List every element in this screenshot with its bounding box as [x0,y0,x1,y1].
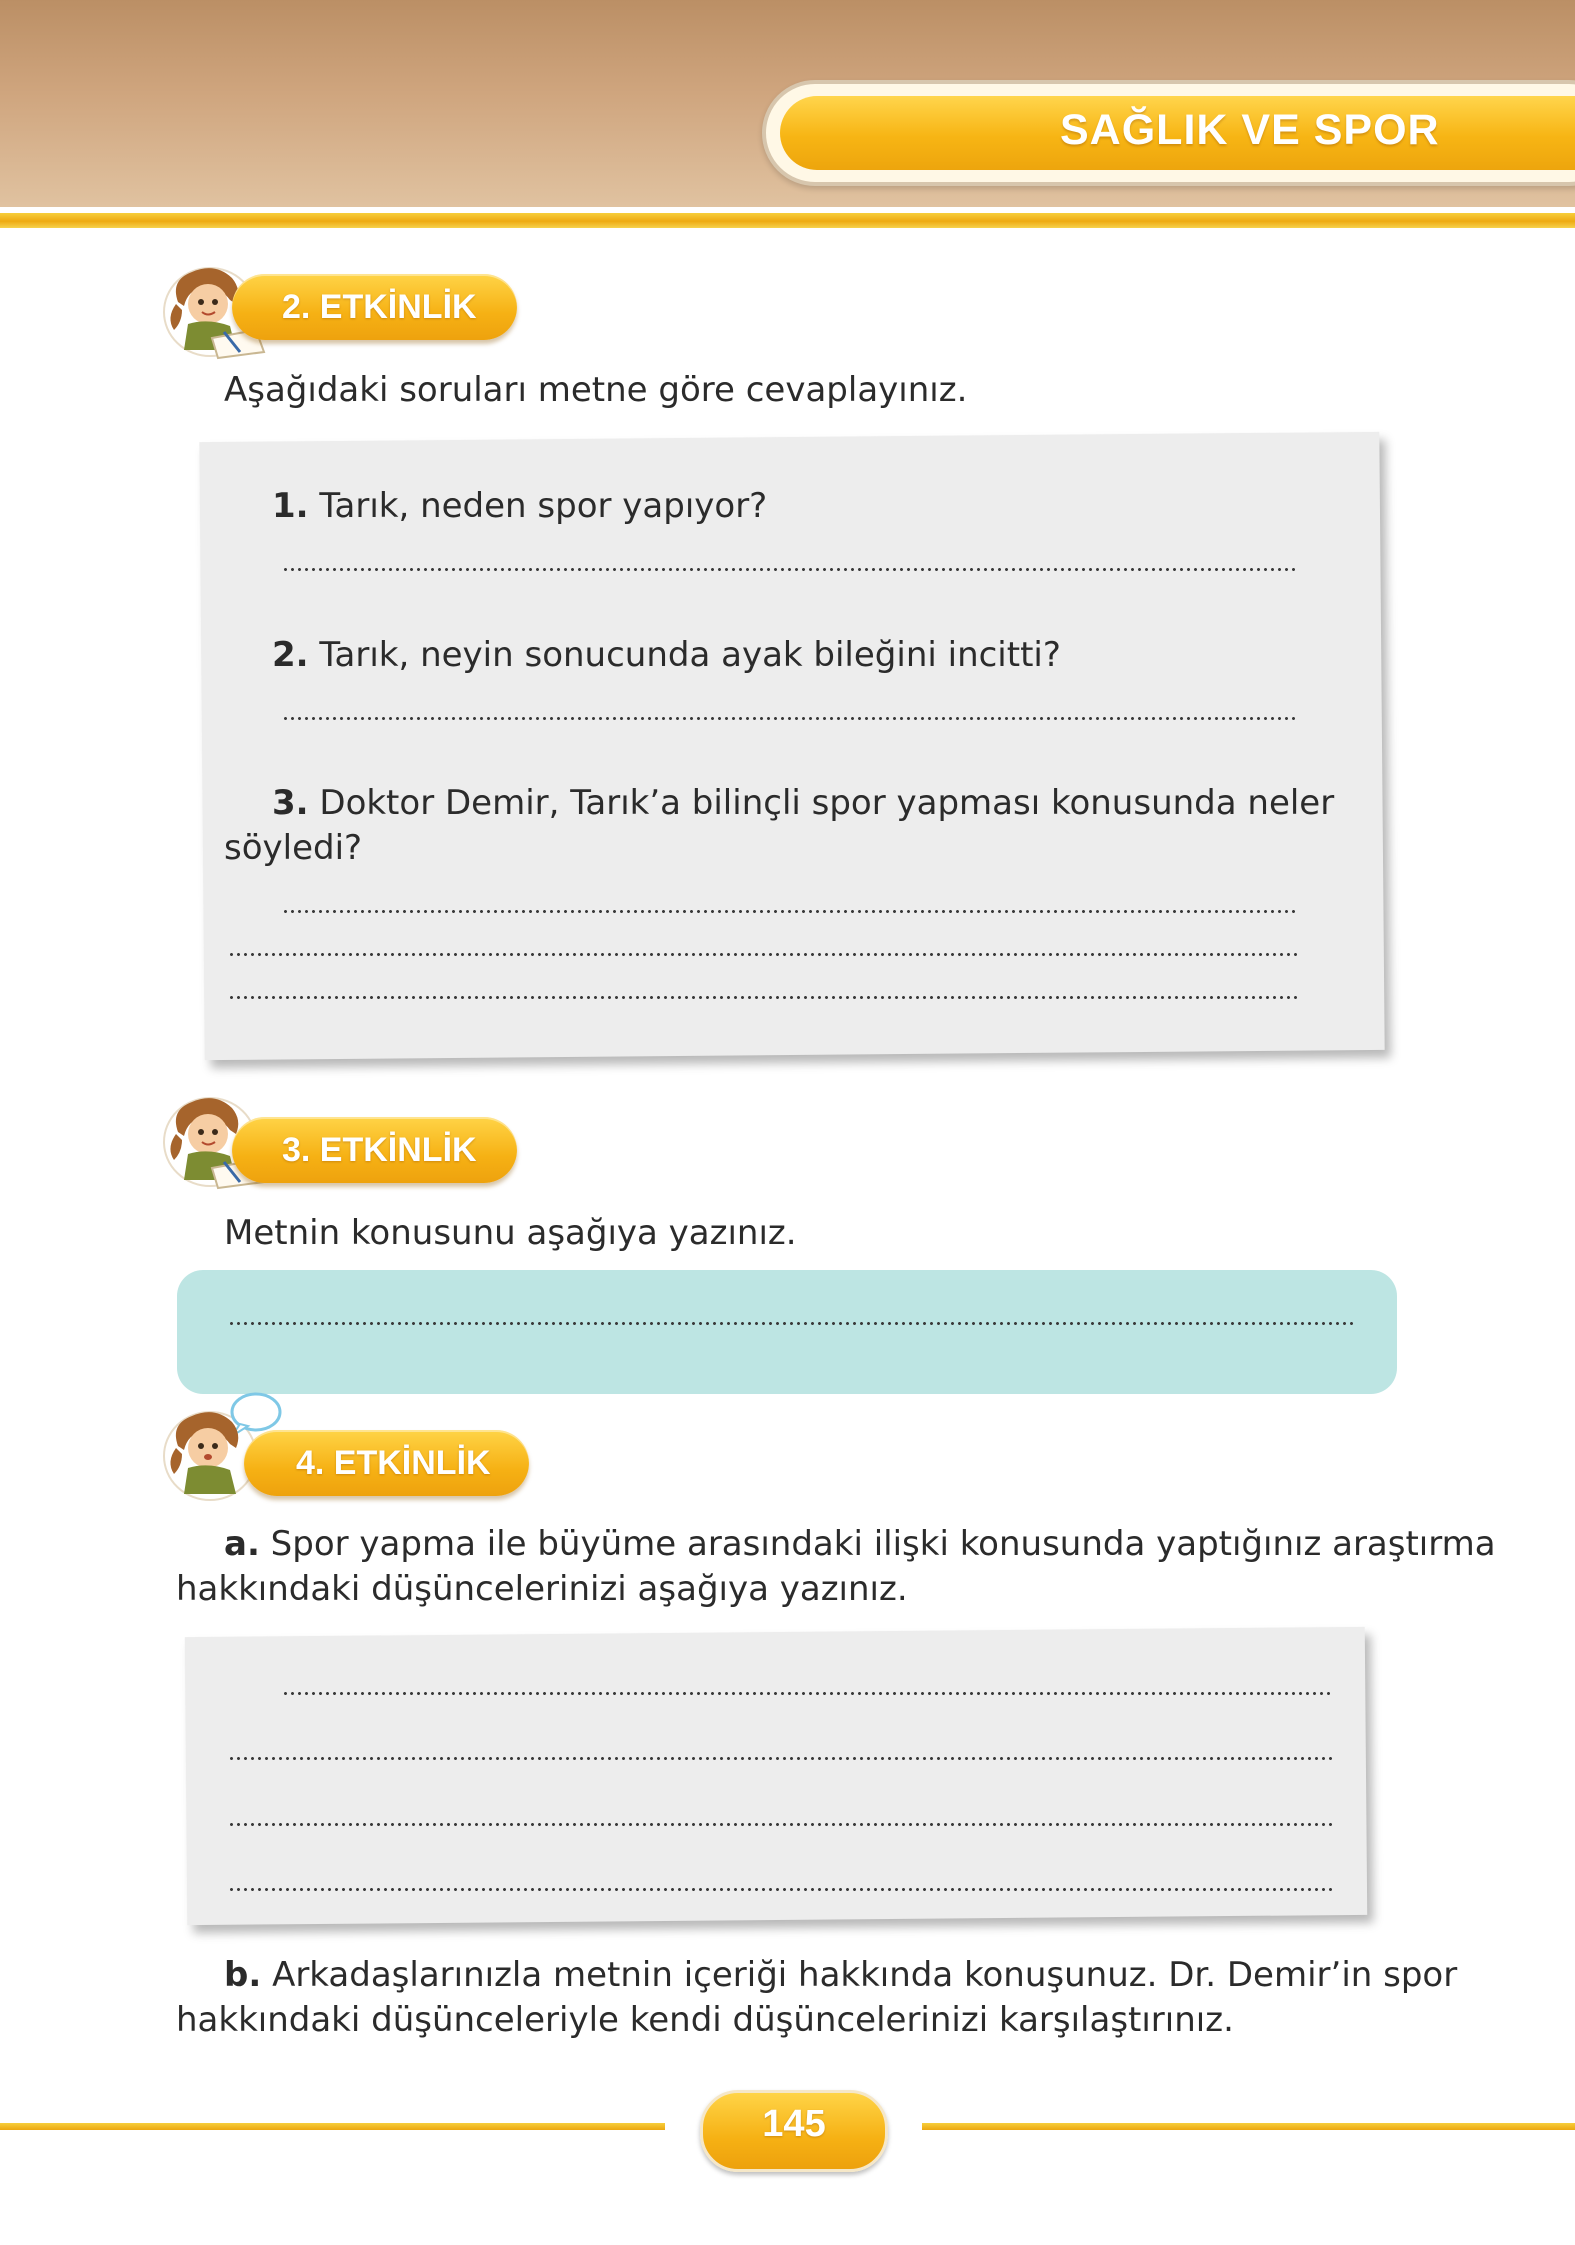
activity-3-title: 3. ETKİNLİK [282,1131,477,1169]
activity-4-title: 4. ETKİNLİK [296,1444,491,1482]
answer-line[interactable] [228,1888,1332,1891]
activity-2-title: 2. ETKİNLİK [282,288,477,326]
activity-4b-text: b. Arkadaşlarınızla metnin içeriği hakkında konuşunuz. Dr. Demir’in spor hakkındaki düşünceleriyle kendi düşüncelerinizi karşılaştırınız. [176,1955,1458,2040]
answer-line[interactable] [228,1823,1332,1826]
answer-box [177,1270,1397,1394]
activity-4a-text: a. Spor yapma ile büyüme arasındaki ilişki konusunda yaptığınız araştırma hakkındaki düşüncelerinizi aşağıya yazınız. [176,1524,1496,1609]
activity-2-instruction: Aşağıdaki soruları metne göre cevaplayınız. [224,370,968,410]
question-3: 3. Doktor Demir, Tarık’a bilinçli spor yapması konusunda neler [272,783,1335,823]
activity-3-instruction: Metnin konusunu aşağıya yazınız. [224,1213,797,1253]
answer-card [185,1627,1367,1925]
answer-line[interactable] [228,953,1297,956]
footer-line-left [0,2123,665,2130]
answer-line[interactable] [282,568,1297,571]
answer-line[interactable] [282,717,1297,720]
answer-line[interactable] [282,1692,1332,1695]
page-number: 145 [762,2103,826,2145]
question-card [199,432,1384,1060]
answer-line[interactable] [228,1322,1353,1325]
answer-line[interactable] [228,1757,1332,1760]
answer-line[interactable] [282,910,1297,913]
question-2: 2. Tarık, neyin sonucunda ayak bileğini incitti? [272,635,1061,675]
header-stripe [0,213,1575,228]
question-1: 1. Tarık, neden spor yapıyor? [272,486,768,526]
question-3-continuation: söyledi? [224,828,363,868]
answer-line[interactable] [228,996,1297,999]
footer-line-right [922,2123,1575,2130]
chapter-title: SAĞLIK VE SPOR [1060,106,1440,154]
